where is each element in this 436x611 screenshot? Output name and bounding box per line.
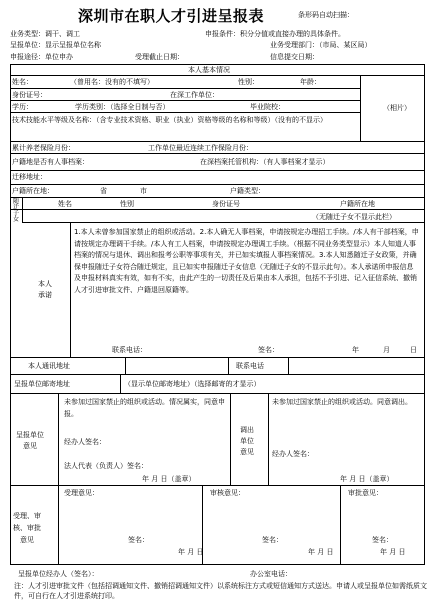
promise-year: 年 xyxy=(352,346,359,354)
basic-info-title: 本人基本情况 xyxy=(188,66,230,74)
hukou-province: 省 xyxy=(100,187,107,195)
promise-phone-label: 联系电话： xyxy=(112,346,147,354)
hukou-type-label: 户籍类型： xyxy=(230,187,265,195)
footer-note: 注：人才引进审批文件（包括招调通知文件、撤销招调通知文件）以系统标注方式或短信通知方式送达。申请人或呈报单位如需纸质文件，可自行在人才引进系统打印。 xyxy=(14,582,427,600)
hukou-address-label: 户籍所在地： xyxy=(12,187,54,195)
age-label: 年龄： xyxy=(300,78,321,86)
contact-phone-label: 联系电话 xyxy=(236,362,264,370)
hukou-city: 市 xyxy=(140,187,147,195)
unit-address-value: （显示单位邮寄地址）（选择邮寄的才显示） xyxy=(124,380,261,388)
apply-channel: 申报途径：单位申办 xyxy=(10,53,73,61)
name-label: 姓名： xyxy=(12,78,33,86)
accept-opinion-label: 受理意见： xyxy=(64,489,99,497)
recent-insurance-label: 工作单位最近连续工作保险月份： xyxy=(148,144,253,152)
unit-handler-sign: 经办人签名： xyxy=(64,438,106,446)
children-name-header: 姓名 xyxy=(58,200,72,208)
qualification-label: 技术技能水平等级及名称：（含专业技术资格、职业（执业）资格等级的名称和等级）（没有的不显示） xyxy=(12,116,327,124)
submitting-unit: 呈报单位：显示呈报单位名称 xyxy=(10,41,101,49)
business-type: 业务类型：调干、调工 xyxy=(10,30,80,38)
approve-sign: 签名： xyxy=(372,536,393,544)
page-title: 深圳市在职人才引进呈报表 xyxy=(78,7,265,25)
children-hukou-header: 户籍所在地 xyxy=(340,200,375,208)
out-handler-sign: 经办人签名： xyxy=(272,450,314,458)
apply-condition: 申报条件：积分分值或直接办理的具体条件。 xyxy=(205,30,345,38)
legal-rep-sign: 法人代表（负责人）签名： xyxy=(64,462,148,470)
promise-day: 日 xyxy=(410,346,417,354)
education-type-label: 学历类别：（选择全日制与否） xyxy=(75,103,170,111)
children-gender-header: 性别 xyxy=(120,200,134,208)
promise-month: 月 xyxy=(383,346,390,354)
photo-placeholder: （相片） xyxy=(383,104,411,112)
school-label: 毕业院校： xyxy=(250,103,285,111)
footer-phone: 办公室电话： xyxy=(250,570,292,578)
education-label: 学历： xyxy=(12,103,33,111)
unit-opinion-label: 呈报单位 意见 xyxy=(16,431,44,450)
accept-deadline: 受理截止日期： xyxy=(135,53,184,61)
out-unit-label: 调出 单位 意见 xyxy=(240,426,254,456)
approve-opinion-label: 审批意见： xyxy=(348,489,383,497)
children-note: （无随迁子女不显示此栏） xyxy=(312,213,396,221)
insurance-months-label: 累计养老保险月份： xyxy=(12,144,75,152)
unit-seal-date: 年 月 日（盖章） xyxy=(142,475,196,483)
children-id-header: 身份证号 xyxy=(212,200,240,208)
submit-date: 信息提交日期： xyxy=(270,53,319,61)
children-side-label: 随 迁 子 女 xyxy=(13,198,20,223)
audit-date: 年 月 日 xyxy=(308,548,334,556)
accept-sign: 签名： xyxy=(128,536,149,544)
gender-label: 性别： xyxy=(238,78,259,86)
out-seal-date: 年 月 日（盖章） xyxy=(340,475,394,483)
id-number-label: 身份证号： xyxy=(12,91,47,99)
has-file-label: 户籍地是否有人事档案： xyxy=(12,158,89,166)
promise-text: 1.本人未曾参加国家禁止的组织或活动。2.本人确无人事档案，申请按规定办理招工手续。/本人有干部档案，申请按规定办理调干手续。/本人有工人档案，申请按规定办理调工手续。（根据不同业务类型显示）本人知道人事档案的情况与退休、调出和报考公职等事项有关，并已如实填报人事档案情况。3.本人知悉随迁子女政策，并确保申报随迁子女符合随迁规定，且已如实申报随迁子女信息（无随迁子女的不显示此句）。本人承诺所申报信息及申报材料真实有效，如有不实，由此产生的一切责任及后果由本人承担，包括不予引进、记入征信系统、撤销人才引进审批文件、户籍退回原籍等。 xyxy=(74,228,419,294)
promise-label: 本人承诺 xyxy=(38,280,52,299)
former-name-label: （曾用名：没有的不填写） xyxy=(70,78,154,86)
unit-address-label: 呈报单位邮寄地址 xyxy=(14,380,70,388)
out-unit-text: 未参加过国家禁止的组织或活动。同意调出。 xyxy=(272,398,412,406)
approve-date: 年 月 日 xyxy=(380,548,406,556)
footer-handler: 呈报单位经办人（签名）： xyxy=(18,570,99,578)
transfer-address-label: 迁移地址： xyxy=(12,173,47,181)
review-label: 受理、审 核、审批 意见 xyxy=(13,512,41,544)
workplace-label: 在深工作单位： xyxy=(170,91,219,99)
audit-sign: 签名： xyxy=(262,536,283,544)
accept-date: 年 月 日 xyxy=(178,548,204,556)
audit-opinion-label: 审核意见： xyxy=(210,489,245,497)
promise-sign-label: 签名： xyxy=(258,346,279,354)
address-label: 本人通讯地址 xyxy=(28,362,70,370)
file-org-label: 在深档案托管机构：（有人事档案才显示） xyxy=(200,158,330,166)
barcode-label: 条形码自动扫描： xyxy=(298,11,354,19)
unit-opinion-text: 未参加过国家禁止的组织或活动。情况属实，同意申报。 xyxy=(64,398,225,418)
accepting-department: 业务受理部门：（市局、某区局） xyxy=(270,41,372,49)
